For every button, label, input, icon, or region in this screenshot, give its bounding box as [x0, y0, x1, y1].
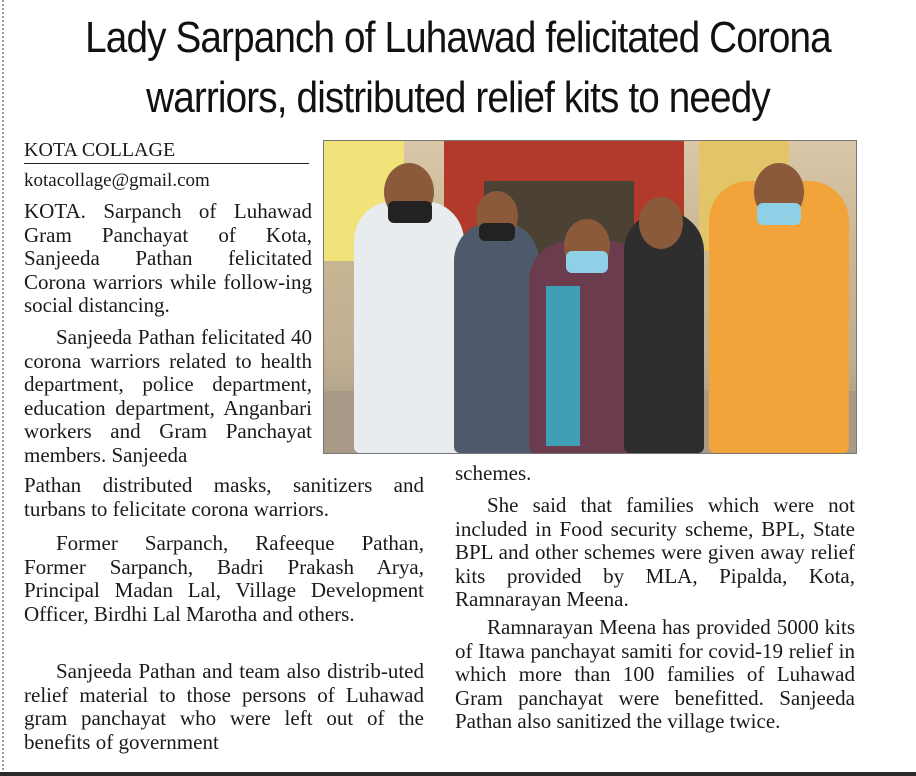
paragraph-felicitation-continued: Pathan distributed masks, sanitizers and turbans to felicitate corona warriors. — [24, 473, 424, 521]
photo-head — [639, 197, 683, 249]
photo-face-mask — [479, 223, 515, 241]
news-photo — [323, 140, 857, 454]
photo-person-background — [454, 221, 539, 453]
photo-face-mask — [566, 251, 608, 273]
headline-line-2: warriors, distributed relief kits to needy — [146, 73, 770, 122]
page-edge-divider — [2, 0, 4, 776]
headline-line-1: Lady Sarpanch of Luhawad felicitated Corona — [85, 13, 831, 62]
photo-person-official — [354, 201, 464, 453]
paragraph-relief-kits: She said that families which were not included in Food security scheme, BPL, State BPL and other schemes were given away relief kits provided by MLA, Pipalda, Kota, Ramnarayan Meena. — [455, 493, 855, 611]
paragraph-intro: KOTA. Sarpanch of Luhawad Gram Panchayat of Kota, Sanjeeda Pathan felicitated Corona warriors while follow-ing social distancing. — [24, 199, 312, 317]
author-email: kotacollage@gmail.com — [24, 170, 210, 191]
bottom-rule — [0, 772, 916, 776]
photo-face-mask — [757, 203, 801, 225]
paragraph-relief-material-continued: schemes. — [455, 461, 532, 485]
photo-face-mask — [388, 201, 432, 223]
paragraph-felicitation: Sanjeeda Pathan felicitated 40 corona warriors related to health department, police department, education department, Anganbari workers and Gram Panchayat members. Sanjeeda — [24, 325, 312, 467]
paragraph-covid-kits: Ramnarayan Meena has provided 5000 kits of Itawa panchayat samiti for covid-19 relief in which more than 100 families of Luhawad Gram panchayat were benefitted. Sanjeeda Pathan also sanitized the village twice. — [455, 615, 855, 733]
headline — [66, 8, 851, 128]
paragraph-attendees: Former Sarpanch, Rafeeque Pathan, Former Sarpanch, Badri Prakash Arya, Principal Madan Lal, Village Development Officer, Birdhi Lal Marotha and others. — [24, 531, 424, 626]
byline: KOTA COLLAGE — [24, 138, 309, 164]
paragraph-relief-material: Sanjeeda Pathan and team also distrib-uted relief material to those persons of Luhawad gram panchayat who were left out of the benefits of government — [24, 659, 424, 754]
photo-scarf — [546, 286, 580, 446]
